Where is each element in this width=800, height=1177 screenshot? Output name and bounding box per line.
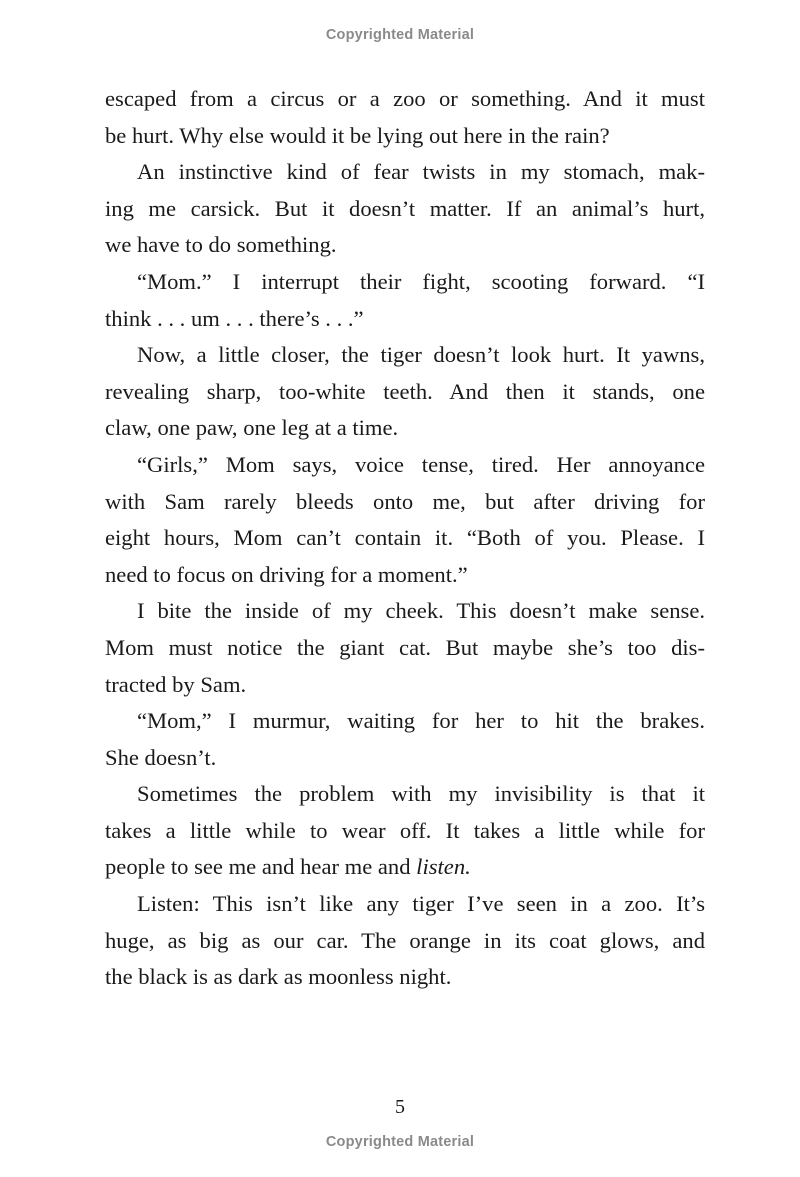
text-line-content: “Mom,” I murmur, waiting for her to hit the brakes. [137, 708, 705, 734]
text-line [105, 410, 705, 447]
text-line-content: huge, as big as our car. The orange in its coat glows, and [105, 927, 705, 953]
text-line [105, 593, 705, 630]
italic-emphasis: listen. [416, 854, 471, 880]
text-line [105, 337, 705, 374]
text-line-content: think . . . um . . . there’s . . .” [105, 305, 364, 331]
text-line-content: She doesn’t. [105, 744, 217, 770]
page-number: 5 [395, 1096, 405, 1118]
text-line-content: need to focus on driving for a moment.” [105, 561, 468, 587]
text-line-content: the black is as dark as moonless night. [105, 964, 452, 990]
text-line [105, 740, 705, 777]
text-line-content: Mom must notice the giant cat. But maybe she’s too dis- [105, 634, 705, 660]
text-line-content: “Girls,” Mom says, voice tense, tired. Her annoyance [137, 451, 705, 477]
text-line-content: revealing sharp, too-white teeth. And then it stands, one [105, 378, 705, 404]
text-line [105, 630, 705, 667]
text-line-content: “Mom.” I interrupt their fight, scooting forward. “I [137, 268, 705, 294]
text-line [105, 484, 705, 521]
text-line-content: we have to do something. [105, 232, 337, 258]
text-line [105, 776, 705, 813]
text-line [105, 264, 705, 301]
text-line [105, 374, 705, 411]
text-line [105, 447, 705, 484]
text-line [105, 667, 705, 704]
text-line-content: with Sam rarely bleeds onto me, but after driving for [105, 488, 705, 514]
text-line [105, 154, 705, 191]
text-line [105, 703, 705, 740]
text-line-content: Now, a little closer, the tiger doesn’t look hurt. It yawns, [137, 342, 705, 368]
page-body-text [105, 81, 705, 996]
text-line [105, 118, 705, 155]
text-line [105, 886, 705, 923]
text-line-content: Listen: This isn’t like any tiger I’ve seen in a zoo. It’s [137, 891, 705, 917]
text-line [105, 520, 705, 557]
text-line-content: eight hours, Mom can’t contain it. “Both of you. Please. I [105, 525, 705, 551]
text-line-content: claw, one paw, one leg at a time. [105, 415, 399, 441]
text-line [105, 923, 705, 960]
text-line [105, 191, 705, 228]
text-line [105, 81, 705, 118]
text-line-content: takes a little while to wear off. It takes a little while for [105, 817, 705, 843]
text-line [105, 849, 705, 886]
text-line [105, 813, 705, 850]
text-line [105, 227, 705, 264]
text-line [105, 557, 705, 594]
text-line-content: I bite the inside of my cheek. This doesn’t make sense. [137, 598, 705, 624]
text-line-content: be hurt. Why else would it be lying out here in the rain? [105, 122, 610, 148]
copyright-watermark-top: Copyrighted Material [325, 27, 475, 43]
copyright-watermark-bottom: Copyrighted Material [325, 1134, 475, 1150]
text-line-content: Sometimes the problem with my invisibility is that it [137, 781, 705, 807]
text-line [105, 301, 705, 338]
text-line-content: ing me carsick. But it doesn’t matter. If an animal’s hurt, [105, 195, 705, 221]
text-line-content: tracted by Sam. [105, 671, 247, 697]
text-line [105, 959, 705, 996]
text-line-content: people to see me and hear me and [105, 854, 417, 880]
text-line-content: An instinctive kind of fear twists in my stomach, mak- [137, 159, 705, 185]
text-line-content: escaped from a circus or a zoo or something. And it must [105, 86, 705, 111]
